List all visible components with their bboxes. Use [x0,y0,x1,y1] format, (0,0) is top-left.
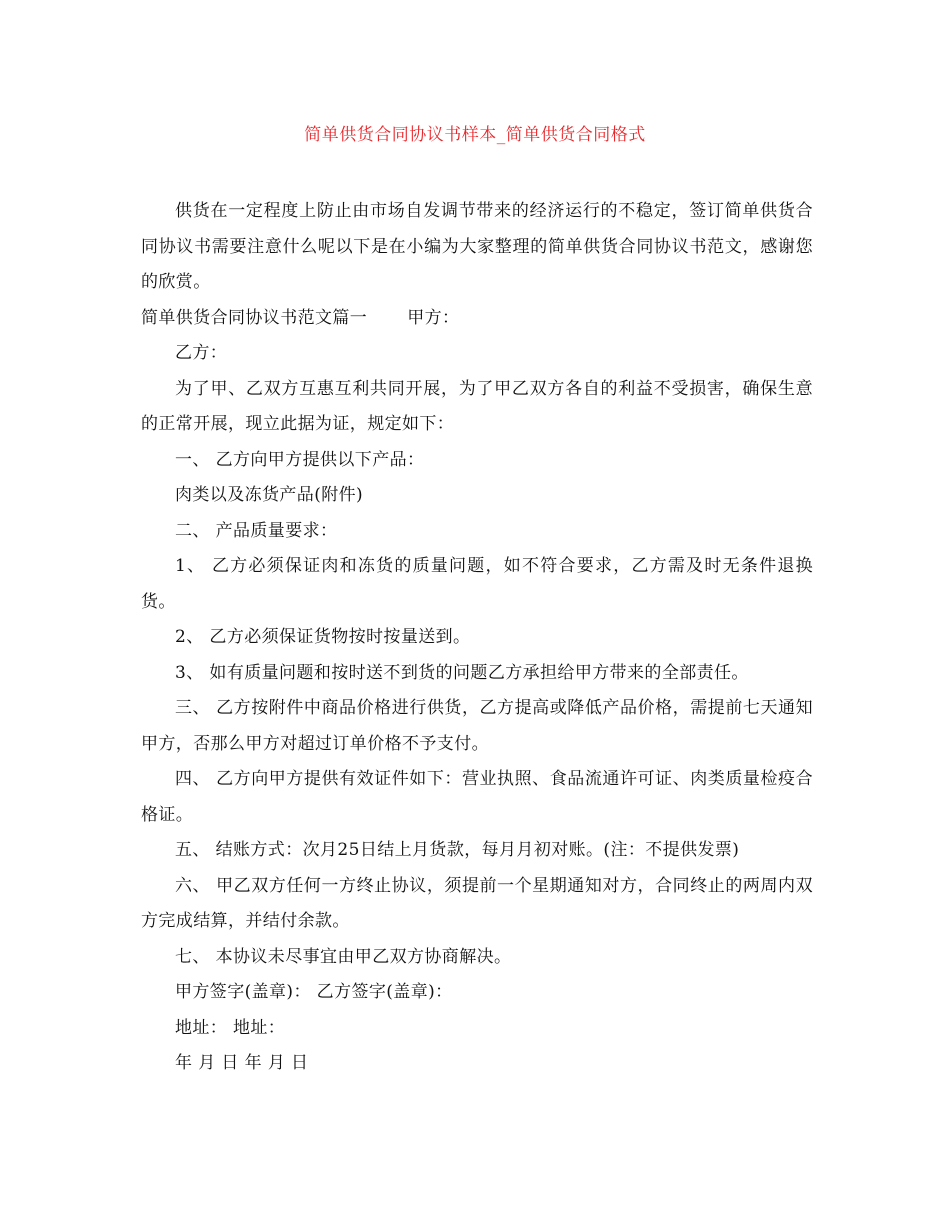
clause-3: 三、 乙方按附件中商品价格进行供货，乙方提高或降低产品价格，需提前七天通知甲方，否那么甲方对超过订单价格不予支付。 [141,698,813,754]
party-a-label: 甲方： [407,307,460,328]
clause-4: 四、 乙方向甲方提供有效证件如下：营业执照、食品流通许可证、肉类质量检疫合格证。 [141,769,813,825]
clause-2-item-2: 2、 乙方必须保证货物按时按量送到。 [175,627,471,647]
clause-7: 七、 本协议未尽事宜由甲乙双方协商解决。 [175,946,512,967]
clause-5: 五、 结账方式：次月25日结上月货款，每月月初对账。(注：不提供发票) [175,840,740,860]
signature-line: 甲方签字(盖章)： 乙方签字(盖章)： [175,982,453,1002]
date-line: 年 月 日 年 月 日 [175,1053,309,1073]
clause-1-detail: 肉类以及冻货产品(附件) [175,485,364,505]
section-heading-line [141,301,813,337]
clause-6: 六、 甲乙双方任何一方终止协议，须提前一个星期通知对方，合同终止的两周内双方完成结算，并结付余款。 [141,875,813,931]
party-b-label: 乙方： [175,343,228,363]
clause-2-item-3: 3、 如有质量问题和按时送不到货的问题乙方承担给甲方带来的全部责任。 [175,662,749,683]
preamble-paragraph: 为了甲、乙双方互惠互利共同开展，为了甲乙双方各自的利益不受损害，确保生意的正常开展，现立此据为证，规定如下： [141,378,813,434]
document-body [141,194,813,1082]
intro-paragraph: 供货在一定程度上防止由市场自发调节带来的经济运行的不稳定，签订简单供货合同协议书需要注意什么呢以下是在小编为大家整理的简单供货合同协议书范文，感谢您的欣赏。 [141,201,813,292]
clause-2: 二、 产品质量要求： [175,520,338,541]
clause-1: 一、 乙方向甲方提供以下产品： [175,449,425,470]
clause-2-item-1: 1、 乙方必须保证肉和冻货的质量问题，如不符合要求，乙方需及时无条件退换货。 [141,556,813,612]
document-title: 简单供货合同协议书样本_简单供货合同格式 [304,125,646,145]
address-line: 地址： 地址： [175,1017,286,1038]
section-title: 简单供货合同协议书范文篇一 [141,307,368,328]
